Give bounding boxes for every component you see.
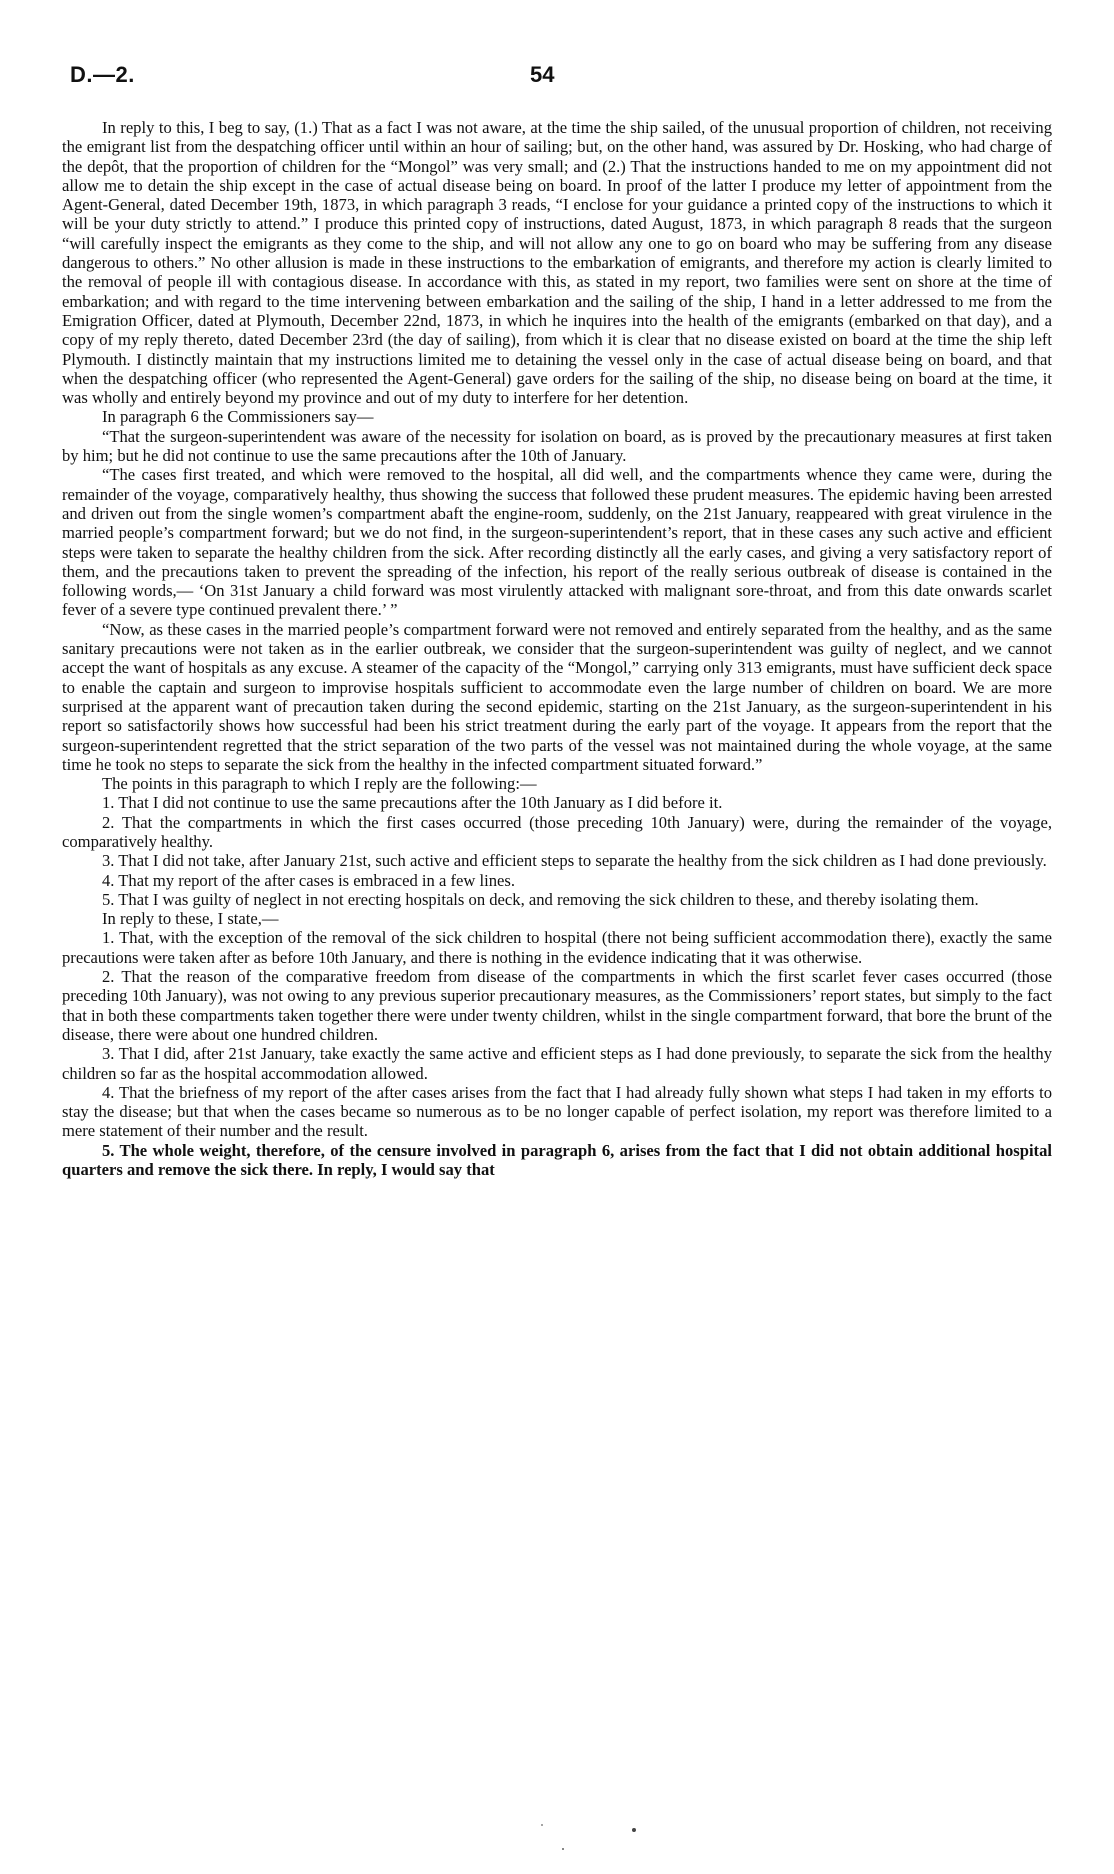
page-number: 54 [530,62,555,87]
speck-mark [632,1828,636,1832]
page-header [70,62,1044,98]
point-item: 2. That the compartments in which the first cases occurred (those preceding 10th January) were, during the remainder of the voyage, comparatively healthy. [62,812,1052,851]
paragraph-points-intro: The points in this paragraph to which I reply are the following:— [102,774,537,794]
point-item: 1. That I did not continue to use the same precautions after the 10th January as I did before it. [102,793,723,813]
speck-mark [562,1848,564,1850]
paragraph-intro-commissioners: In paragraph 6 the Commissioners say— [102,407,374,427]
reply-item: 5. The whole weight, therefore, of the censure involved in paragraph 6, arises from the fact that I did not obtain additional hospital quarters and remove the sick there. In reply, I would say that [62,1140,1052,1180]
quote-cases-first-treated: “The cases first treated, and which were removed to the hospital, all did well, and the compartments whence they came were, during the remainder of the voyage, comparatively healthy, thus showing the success that followed these prudent measures. The epidemic having been arrested and driven out from the single women’s compartment abaft the engine-room, suddenly, on the 21st January, reappeared with great virulence in the married people’s compartment forward; but we do not find, in the surgeon-superintendent’s report, that in these cases any such active and efficient steps were taken to separate the healthy children from the sick. After recording distinctly all the early cases, and giving a very satisfactory report of them, and the precautions taken to prevent the spreading of the infection, his report of the really serious outbreak of disease is contained in the following words,— ‘On 31st January a child forward was most virulently attacked with malignant sore-throat, and from this date onwards scarlet fever of a severe type continued prevalent there.’ ” [62,465,1052,620]
quote-isolation: “That the surgeon-superintendent was aware of the necessity for isolation on board, as is proved by the precautionary measures at first taken by him; but he did not continue to use the same precautions after the 10th of January. [62,426,1052,466]
reply-item: 2. That the reason of the comparative freedom from disease of the compartments in which the first scarlet fever cases occurred (those preceding 10th January), was not owing to any previous superior precautionary measures, as the Commissioners’ report states, but simply to the fact that in both these compartments taken together there were under twenty children, whilst in the single compartment forward, that bore the brunt of the disease, there were about one hundred children. [62,967,1052,1044]
page-footer-marks [0,1822,1114,1842]
reply-item: 3. That I did, after 21st January, take exactly the same active and efficient steps as I had done previously, to separate the sick from the healthy children so far as the hospital accommodation allowed. [62,1044,1052,1083]
quote-married-compartment: “Now, as these cases in the married people’s compartment forward were not removed and entirely separated from the healthy, and as the same sanitary precautions were not taken as in the earlier outbreak, we consider that the surgeon-superintendent was guilty of neglect, and we cannot accept the want of hospitals as any excuse. A steamer of the capacity of the “Mongol,” carrying only 313 emigrants, must have sufficient deck space to enable the captain and surgeon to improvise hospitals sufficient to accommodate even the large number of children on board. We are more surprised at the apparent want of precaution taken during the second epidemic, starting on the 21st January, as the surgeon-superintendent in his report so satisfactorily shows how successful had been his strict treatment during the early part of the voyage. It appears from the report that the surgeon-superintendent regretted that the strict separation of the two parts of the vessel was not maintained during the whole voyage, at the same time he took no steps to separate the sick from the healthy in the infected compartment situated forward.” [62,619,1052,774]
point-item: 4. That my report of the after cases is embraced in a few lines. [102,870,515,890]
point-item: 3. That I did not take, after January 21st, such active and efficient steps to separate the healthy from the sick children as I had done previously. [102,851,1047,871]
point-item: 5. That I was guilty of neglect in not erecting hospitals on deck, and removing the sick children to these, and thereby isolating them. [102,889,979,909]
paragraph-reply: In reply to this, I beg to say, (1.) That as a fact I was not aware, at the time the ship sailed, of the unusual proportion of children, not receiving the emigrant list from the despatching officer until within an hour of sailing; but, on the other hand, was assured by Dr. Hosking, who had charge of the depôt, that the proportion of children for the “Mongol” was very small; and (2.) That the instructions handed to me on my appointment did not allow me to detain the ship except in the case of actual disease being on board. In proof of the latter I produce my letter of appointment from the Agent-General, dated December 19th, 1873, in which paragraph 3 reads, “I enclose for your guidance a printed copy of the instructions to which it will be your duty strictly to attend.” I produce this printed copy of instructions, dated August, 1873, in which paragraph 8 reads that the surgeon “will carefully inspect the emigrants as they come to the ship, and will not allow any one to go on board who may be suffering from any disease dangerous to others.” No other allusion is made in these instructions to the embarkation of emigrants, and therefore my action is clearly limited to the removal of people ill with contagious disease. In accordance with this, as stated in my report, two families were sent on shore at the time of embarkation; and with regard to the time intervening between embarkation and the sailing of the ship, I hand in a letter addressed to me from the Emigration Officer, dated at Plymouth, December 22nd, 1873, in which he inquires into the health of the emigrants (embarked on that day), and a copy of my reply thereto, dated December 23rd (the day of sailing), from which it is clear that no disease existed on board at the time the ship left Plymouth. I distinctly maintain that my instructions limited me to detaining the vessel only in the case of actual disease being on board, and that when the despatching officer (who represented the Agent-General) gave orders for the sailing of the ship, no disease being on board at the time, it was wholly and entirely beyond my province and out of my duty to interfere for her detention. [62,118,1052,408]
body-text [62,118,1052,1179]
reply-item: 1. That, with the exception of the removal of the sick children to hospital (there not being sufficient accommodation there), exactly the same precautions were taken after as before 10th January, and there is nothing in the evidence indicating that it was otherwise. [62,928,1052,967]
speck-mark [541,1824,543,1826]
paragraph-reply-intro: In reply to these, I state,— [102,909,279,929]
reply-item: 4. That the briefness of my report of the after cases arises from the fact that I had already fully shown what steps I had taken in my efforts to stay the disease; but that when the cases became so numerous as to be no longer capable of perfect isolation, my report was therefore limited to a mere statement of their number and the result. [62,1082,1052,1141]
document-reference: D.—2. [70,62,135,87]
